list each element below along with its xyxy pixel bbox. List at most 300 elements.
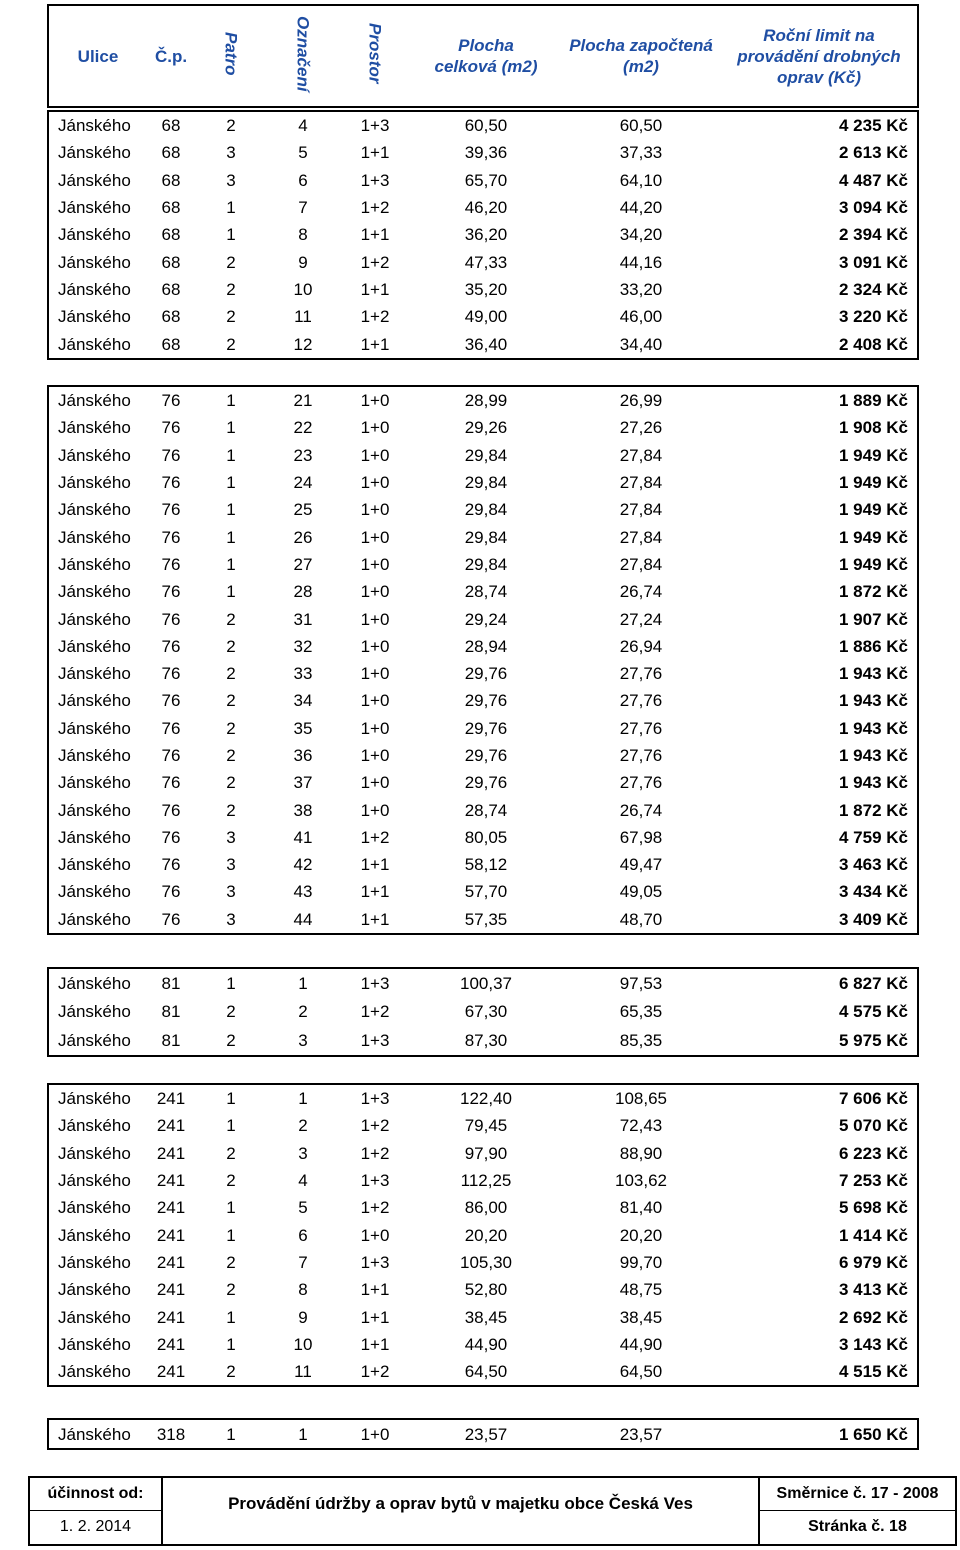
- cell-street: Jánského: [58, 225, 131, 245]
- cell-area-total: 29,84: [464, 500, 508, 520]
- cell-floor: 1: [226, 1089, 236, 1109]
- cell-limit: 6 827 Kč: [839, 973, 908, 993]
- cell-number: 241: [156, 1225, 186, 1245]
- footer-effective-label: účinnost od:: [47, 1485, 144, 1502]
- cell-street: Jánského: [58, 279, 131, 299]
- table-row: [48, 221, 918, 248]
- cell-limit: 5 975 Kč: [839, 1030, 908, 1050]
- cell-street: Jánského: [58, 554, 131, 574]
- cell-area-counted: 72,43: [619, 1116, 663, 1136]
- cell-area-counted: 27,84: [619, 473, 663, 493]
- cell-space: 1+2: [360, 1116, 390, 1136]
- cell-number: 68: [161, 307, 181, 327]
- cell-mark: 26: [293, 527, 313, 547]
- cell-floor: 2: [226, 636, 236, 656]
- cell-area-total: 38,45: [464, 1307, 508, 1327]
- table-row: [48, 824, 918, 851]
- footer-effective: [30, 1478, 163, 1544]
- table-row: [48, 998, 918, 1027]
- table-row: [48, 194, 918, 221]
- cell-street: Jánského: [58, 143, 131, 163]
- cell-area-counted: 26,94: [619, 636, 663, 656]
- cell-area-total: 29,84: [464, 445, 508, 465]
- cell-street: Jánského: [58, 1143, 131, 1163]
- cell-mark: 44: [293, 909, 313, 929]
- cell-number: 76: [161, 445, 181, 465]
- cell-area-counted: 34,20: [619, 225, 663, 245]
- cell-space: 1+2: [360, 1143, 390, 1163]
- cell-space: 1+0: [360, 527, 390, 547]
- cell-limit: 5 070 Kč: [839, 1116, 908, 1136]
- cell-limit: 5 698 Kč: [839, 1198, 908, 1218]
- cell-street: Jánského: [58, 800, 131, 820]
- cell-number: 241: [156, 1280, 186, 1300]
- cell-limit: 1 872 Kč: [839, 582, 908, 602]
- cell-floor: 2: [226, 1143, 236, 1163]
- cell-space: 1+3: [360, 1252, 390, 1272]
- cell-floor: 1: [226, 1198, 236, 1218]
- cell-floor: 1: [226, 445, 236, 465]
- cell-area-total: 23,57: [464, 1424, 508, 1444]
- table-row: [48, 1084, 918, 1112]
- cell-mark: 6: [298, 170, 308, 190]
- cell-area-total: 29,24: [464, 609, 508, 629]
- cell-area-counted: 81,40: [619, 1198, 663, 1218]
- cell-number: 76: [161, 882, 181, 902]
- table-row: [48, 1358, 918, 1386]
- footer-effective-date: 1. 2. 2014: [59, 1518, 132, 1535]
- table-row: [48, 1331, 918, 1358]
- cell-street: Jánského: [58, 1002, 131, 1022]
- cell-mark: 43: [293, 882, 313, 902]
- table-group: [47, 110, 919, 360]
- cell-space: 1+0: [360, 445, 390, 465]
- cell-space: 1+3: [360, 973, 390, 993]
- cell-space: 1+2: [360, 1198, 390, 1218]
- cell-space: 1+0: [360, 1225, 390, 1245]
- cell-limit: 1 650 Kč: [839, 1424, 908, 1444]
- cell-floor: 1: [226, 1334, 236, 1354]
- cell-limit: 7 253 Kč: [839, 1171, 908, 1191]
- cell-space: 1+2: [360, 1362, 390, 1382]
- cell-area-counted: 64,50: [619, 1362, 663, 1382]
- cell-area-total: 122,40: [460, 1089, 512, 1109]
- cell-mark: 31: [293, 609, 313, 629]
- cell-number: 76: [161, 827, 181, 847]
- table-row: [48, 523, 918, 550]
- cell-mark: 22: [293, 418, 313, 438]
- cell-limit: 4 235 Kč: [839, 116, 908, 136]
- cell-area-counted: 108,65: [615, 1089, 667, 1109]
- cell-floor: 2: [226, 1280, 236, 1300]
- cell-area-total: 28,74: [464, 800, 508, 820]
- cell-mark: 12: [293, 334, 313, 354]
- cell-street: Jánského: [58, 1252, 131, 1272]
- cell-street: Jánského: [58, 746, 131, 765]
- cell-floor: 1: [226, 1225, 236, 1245]
- cell-limit: 4 515 Kč: [839, 1362, 908, 1382]
- header-number: Č.p.: [154, 46, 188, 66]
- cell-area-counted: 27,84: [619, 445, 663, 465]
- cell-area-total: 36,20: [464, 225, 508, 245]
- cell-area-total: 44,90: [464, 1334, 508, 1354]
- cell-space: 1+3: [360, 1089, 390, 1109]
- table-group: [47, 1083, 919, 1387]
- cell-area-total: 29,84: [464, 527, 508, 547]
- table-row: [48, 878, 918, 905]
- cell-mark: 6: [298, 1225, 308, 1245]
- cell-mark: 9: [298, 1307, 308, 1327]
- cell-number: 68: [161, 198, 181, 218]
- cell-space: 1+0: [360, 1424, 390, 1444]
- cell-space: 1+3: [360, 1171, 390, 1191]
- footer-title: Provádění údržby a oprav bytů v majetku obce Česká Ves: [228, 1494, 693, 1513]
- cell-limit: 1 943 Kč: [839, 691, 908, 711]
- cell-space: 1+3: [360, 1030, 390, 1050]
- cell-mark: 28: [293, 582, 313, 602]
- table-row: [48, 769, 918, 796]
- cell-space: 1+0: [360, 691, 390, 711]
- table-row: [48, 1167, 918, 1194]
- table-row: [48, 968, 918, 998]
- cell-number: 81: [161, 973, 181, 993]
- table-row: [48, 1276, 918, 1303]
- cell-space: 1+0: [360, 391, 390, 411]
- cell-street: Jánského: [58, 1225, 131, 1245]
- cell-area-counted: 88,90: [619, 1143, 663, 1163]
- cell-area-total: 39,36: [464, 143, 508, 163]
- table-row: [48, 469, 918, 496]
- cell-mark: 4: [298, 1171, 308, 1191]
- cell-mark: 25: [293, 500, 313, 520]
- cell-mark: 38: [293, 800, 313, 820]
- cell-number: 76: [161, 582, 181, 602]
- cell-street: Jánského: [58, 827, 131, 847]
- table-row: [48, 1249, 918, 1276]
- cell-area-counted: 97,53: [619, 973, 663, 993]
- cell-street: Jánského: [58, 691, 131, 711]
- cell-space: 1+2: [360, 307, 390, 327]
- cell-number: 68: [161, 334, 181, 354]
- cell-floor: 1: [226, 473, 236, 493]
- cell-mark: 1: [298, 1424, 308, 1444]
- table-row: [48, 605, 918, 632]
- cell-area-counted: 67,98: [619, 827, 663, 847]
- cell-area-total: 29,26: [464, 418, 508, 438]
- cell-floor: 1: [226, 500, 236, 520]
- cell-area-total: 57,35: [464, 909, 508, 929]
- cell-street: Jánského: [58, 445, 131, 465]
- cell-space: 1+1: [360, 279, 390, 299]
- cell-limit: 3 463 Kč: [839, 855, 908, 875]
- cell-street: Jánského: [58, 882, 131, 902]
- cell-number: 76: [161, 773, 181, 793]
- cell-mark: 23: [293, 445, 313, 465]
- cell-limit: 2 324 Kč: [839, 279, 908, 299]
- header-area-total: Plocha celková (m2): [434, 36, 538, 76]
- cell-number: 241: [156, 1089, 186, 1109]
- cell-area-counted: 48,75: [619, 1280, 663, 1300]
- cell-limit: 1 889 Kč: [839, 391, 908, 411]
- cell-mark: 7: [298, 1252, 308, 1272]
- cell-area-counted: 34,40: [619, 334, 663, 354]
- cell-number: 241: [156, 1362, 186, 1382]
- cell-number: 241: [156, 1143, 186, 1163]
- cell-area-total: 65,70: [464, 170, 508, 190]
- cell-space: 1+3: [360, 116, 390, 136]
- cell-street: Jánského: [58, 909, 131, 929]
- cell-space: 1+0: [360, 473, 390, 493]
- cell-limit: 3 143 Kč: [839, 1334, 908, 1354]
- cell-space: 1+2: [360, 252, 390, 272]
- cell-area-total: 29,76: [464, 718, 508, 738]
- cell-limit: 1 907 Kč: [839, 609, 908, 629]
- cell-limit: 2 394 Kč: [839, 225, 908, 245]
- header-limit: Roční limit na provádění drobných oprav (Kč): [737, 25, 901, 87]
- header-mark: Označení: [293, 15, 313, 92]
- table-row: [48, 660, 918, 687]
- cell-floor: 2: [226, 1002, 236, 1022]
- cell-floor: 3: [226, 170, 236, 190]
- cell-area-counted: 33,20: [619, 279, 663, 299]
- cell-limit: 4 575 Kč: [839, 1002, 908, 1022]
- cell-limit: 1 949 Kč: [839, 473, 908, 493]
- cell-area-counted: 27,76: [619, 664, 663, 684]
- cell-limit: 1 886 Kč: [839, 636, 908, 656]
- cell-area-total: 28,74: [464, 582, 508, 602]
- cell-number: 76: [161, 500, 181, 520]
- cell-area-counted: 27,84: [619, 554, 663, 574]
- cell-area-counted: 20,20: [619, 1225, 663, 1245]
- cell-number: 68: [161, 252, 181, 272]
- cell-number: 68: [161, 279, 181, 299]
- cell-limit: 1 908 Kč: [839, 418, 908, 438]
- cell-number: 76: [161, 909, 181, 929]
- cell-area-total: 67,30: [464, 1002, 508, 1022]
- cell-number: 241: [156, 1252, 186, 1272]
- table-row: [48, 1194, 918, 1221]
- cell-area-counted: 64,10: [619, 170, 663, 190]
- cell-space: 1+1: [360, 1280, 390, 1300]
- cell-street: Jánského: [58, 1116, 131, 1136]
- cell-number: 76: [161, 691, 181, 711]
- cell-area-counted: 26,74: [619, 800, 663, 820]
- cell-limit: 3 434 Kč: [839, 882, 908, 902]
- cell-area-counted: 49,47: [619, 855, 663, 875]
- cell-limit: 1 949 Kč: [839, 500, 908, 520]
- table-row: [48, 551, 918, 578]
- cell-number: 76: [161, 800, 181, 820]
- cell-number: 76: [161, 554, 181, 574]
- cell-mark: 3: [298, 1030, 308, 1050]
- cell-street: Jánského: [58, 252, 131, 272]
- cell-limit: 2 692 Kč: [839, 1307, 908, 1327]
- cell-area-counted: 27,84: [619, 527, 663, 547]
- cell-space: 1+1: [360, 882, 390, 902]
- cell-area-total: 20,20: [464, 1225, 508, 1245]
- table-row: [48, 111, 918, 139]
- table-row: [48, 906, 918, 934]
- cell-mark: 11: [294, 1362, 312, 1382]
- cell-limit: 6 979 Kč: [839, 1252, 908, 1272]
- header-floor: Patro: [221, 31, 241, 76]
- cell-space: 1+2: [360, 198, 390, 218]
- cell-mark: 4: [298, 116, 308, 136]
- cell-mark: 34: [293, 691, 313, 711]
- table-row: [48, 303, 918, 330]
- cell-floor: 3: [226, 882, 236, 902]
- table-row: [48, 796, 918, 823]
- cell-mark: 7: [298, 198, 308, 218]
- cell-space: 1+3: [360, 170, 390, 190]
- table-row: [48, 1026, 918, 1056]
- cell-area-total: 29,76: [464, 746, 508, 765]
- cell-number: 76: [161, 391, 181, 411]
- cell-street: Jánského: [58, 1424, 131, 1444]
- footer-directive: Směrnice č. 17 - 2008: [776, 1485, 939, 1502]
- cell-number: 68: [161, 143, 181, 163]
- cell-limit: 7 606 Kč: [839, 1089, 908, 1109]
- cell-limit: 1 949 Kč: [839, 554, 908, 574]
- cell-area-total: 46,20: [464, 198, 508, 218]
- cell-street: Jánského: [58, 334, 131, 354]
- table-group: [47, 385, 919, 935]
- cell-area-counted: 27,76: [619, 691, 663, 711]
- cell-area-total: 79,45: [464, 1116, 508, 1136]
- cell-area-total: 29,84: [464, 473, 508, 493]
- cell-street: Jánského: [58, 170, 131, 190]
- cell-floor: 1: [226, 418, 236, 438]
- cell-floor: 2: [226, 1362, 236, 1382]
- cell-area-total: 28,94: [464, 636, 508, 656]
- cell-limit: 1 949 Kč: [839, 527, 908, 547]
- table-row: [48, 139, 918, 166]
- cell-space: 1+0: [360, 664, 390, 684]
- cell-space: 1+0: [360, 718, 390, 738]
- cell-street: Jánského: [58, 636, 131, 656]
- cell-area-total: 29,76: [464, 773, 508, 793]
- cell-floor: 1: [226, 1116, 236, 1136]
- cell-number: 76: [161, 609, 181, 629]
- cell-street: Jánského: [58, 527, 131, 547]
- cell-area-counted: 27,24: [619, 609, 663, 629]
- cell-floor: 2: [226, 116, 236, 136]
- cell-street: Jánského: [58, 1089, 131, 1109]
- cell-limit: 3 220 Kč: [839, 307, 908, 327]
- cell-area-total: 60,50: [464, 116, 508, 136]
- page-footer: [28, 1476, 957, 1546]
- cell-street: Jánského: [58, 664, 131, 684]
- cell-number: 68: [161, 170, 181, 190]
- header-street: Ulice: [77, 46, 119, 66]
- cell-area-total: 58,12: [464, 855, 508, 875]
- cell-area-counted: 85,35: [619, 1030, 663, 1050]
- cell-area-counted: 46,00: [619, 307, 663, 327]
- cell-mark: 10: [293, 279, 313, 299]
- cell-area-counted: 26,99: [619, 391, 663, 411]
- cell-street: Jánského: [58, 1362, 131, 1382]
- cell-mark: 10: [293, 1334, 313, 1354]
- cell-number: 241: [156, 1307, 186, 1327]
- cell-floor: 3: [226, 143, 236, 163]
- cell-area-counted: 65,35: [619, 1002, 663, 1022]
- cell-floor: 3: [226, 909, 236, 929]
- cell-area-counted: 27,76: [619, 773, 663, 793]
- cell-space: 1+0: [360, 746, 390, 765]
- cell-area-counted: 44,90: [619, 1334, 663, 1354]
- cell-floor: 2: [226, 1171, 236, 1191]
- cell-area-counted: 26,74: [619, 582, 663, 602]
- cell-area-counted: 23,57: [619, 1424, 663, 1444]
- cell-area-counted: 27,84: [619, 500, 663, 520]
- cell-mark: 3: [298, 1143, 308, 1163]
- cell-number: 68: [161, 116, 181, 136]
- cell-number: 76: [161, 418, 181, 438]
- cell-limit: 4 759 Kč: [839, 827, 908, 847]
- cell-space: 1+0: [360, 773, 390, 793]
- cell-limit: 1 949 Kč: [839, 445, 908, 465]
- cell-area-total: 29,76: [464, 664, 508, 684]
- cell-limit: 2 408 Kč: [839, 334, 908, 354]
- table-row: [48, 330, 918, 358]
- cell-mark: 2: [298, 1116, 308, 1136]
- cell-mark: 8: [298, 1280, 308, 1300]
- cell-floor: 2: [226, 307, 236, 327]
- cell-area-total: 52,80: [464, 1280, 508, 1300]
- table-row: [48, 851, 918, 878]
- cell-floor: 1: [226, 198, 236, 218]
- cell-space: 1+2: [360, 1002, 390, 1022]
- cell-area-total: 97,90: [464, 1143, 508, 1163]
- cell-number: 241: [156, 1171, 186, 1191]
- table-row: [48, 167, 918, 194]
- cell-street: Jánského: [58, 116, 131, 136]
- cell-street: Jánského: [58, 473, 131, 493]
- cell-street: Jánského: [58, 198, 131, 218]
- cell-space: 1+1: [360, 855, 390, 875]
- cell-mark: 1: [298, 1089, 308, 1109]
- header-area-counted: Plocha započtená (m2): [569, 36, 713, 76]
- cell-area-total: 100,37: [460, 973, 512, 993]
- cell-floor: 2: [226, 609, 236, 629]
- cell-mark: 11: [294, 307, 312, 327]
- cell-street: Jánského: [58, 1334, 131, 1354]
- table-row: [48, 276, 918, 303]
- cell-street: Jánského: [58, 1307, 131, 1327]
- cell-mark: 21: [293, 391, 313, 411]
- cell-area-counted: 44,20: [619, 198, 663, 218]
- cell-number: 318: [156, 1424, 186, 1444]
- cell-mark: 27: [293, 554, 313, 574]
- cell-number: 68: [161, 225, 181, 245]
- cell-area-counted: 44,16: [619, 252, 663, 272]
- cell-area-counted: 99,70: [619, 1252, 663, 1272]
- cell-street: Jánského: [58, 307, 131, 327]
- table-row: [48, 1419, 918, 1449]
- cell-number: 81: [161, 1002, 181, 1022]
- cell-area-total: 49,00: [464, 307, 508, 327]
- cell-street: Jánského: [58, 609, 131, 629]
- cell-number: 76: [161, 746, 181, 765]
- cell-area-total: 87,30: [464, 1030, 508, 1050]
- cell-floor: 2: [226, 773, 236, 793]
- cell-number: 76: [161, 636, 181, 656]
- cell-space: 1+0: [360, 582, 390, 602]
- cell-number: 241: [156, 1198, 186, 1218]
- cell-area-total: 86,00: [464, 1198, 508, 1218]
- cell-mark: 2: [298, 1002, 308, 1022]
- cell-space: 1+1: [360, 334, 390, 354]
